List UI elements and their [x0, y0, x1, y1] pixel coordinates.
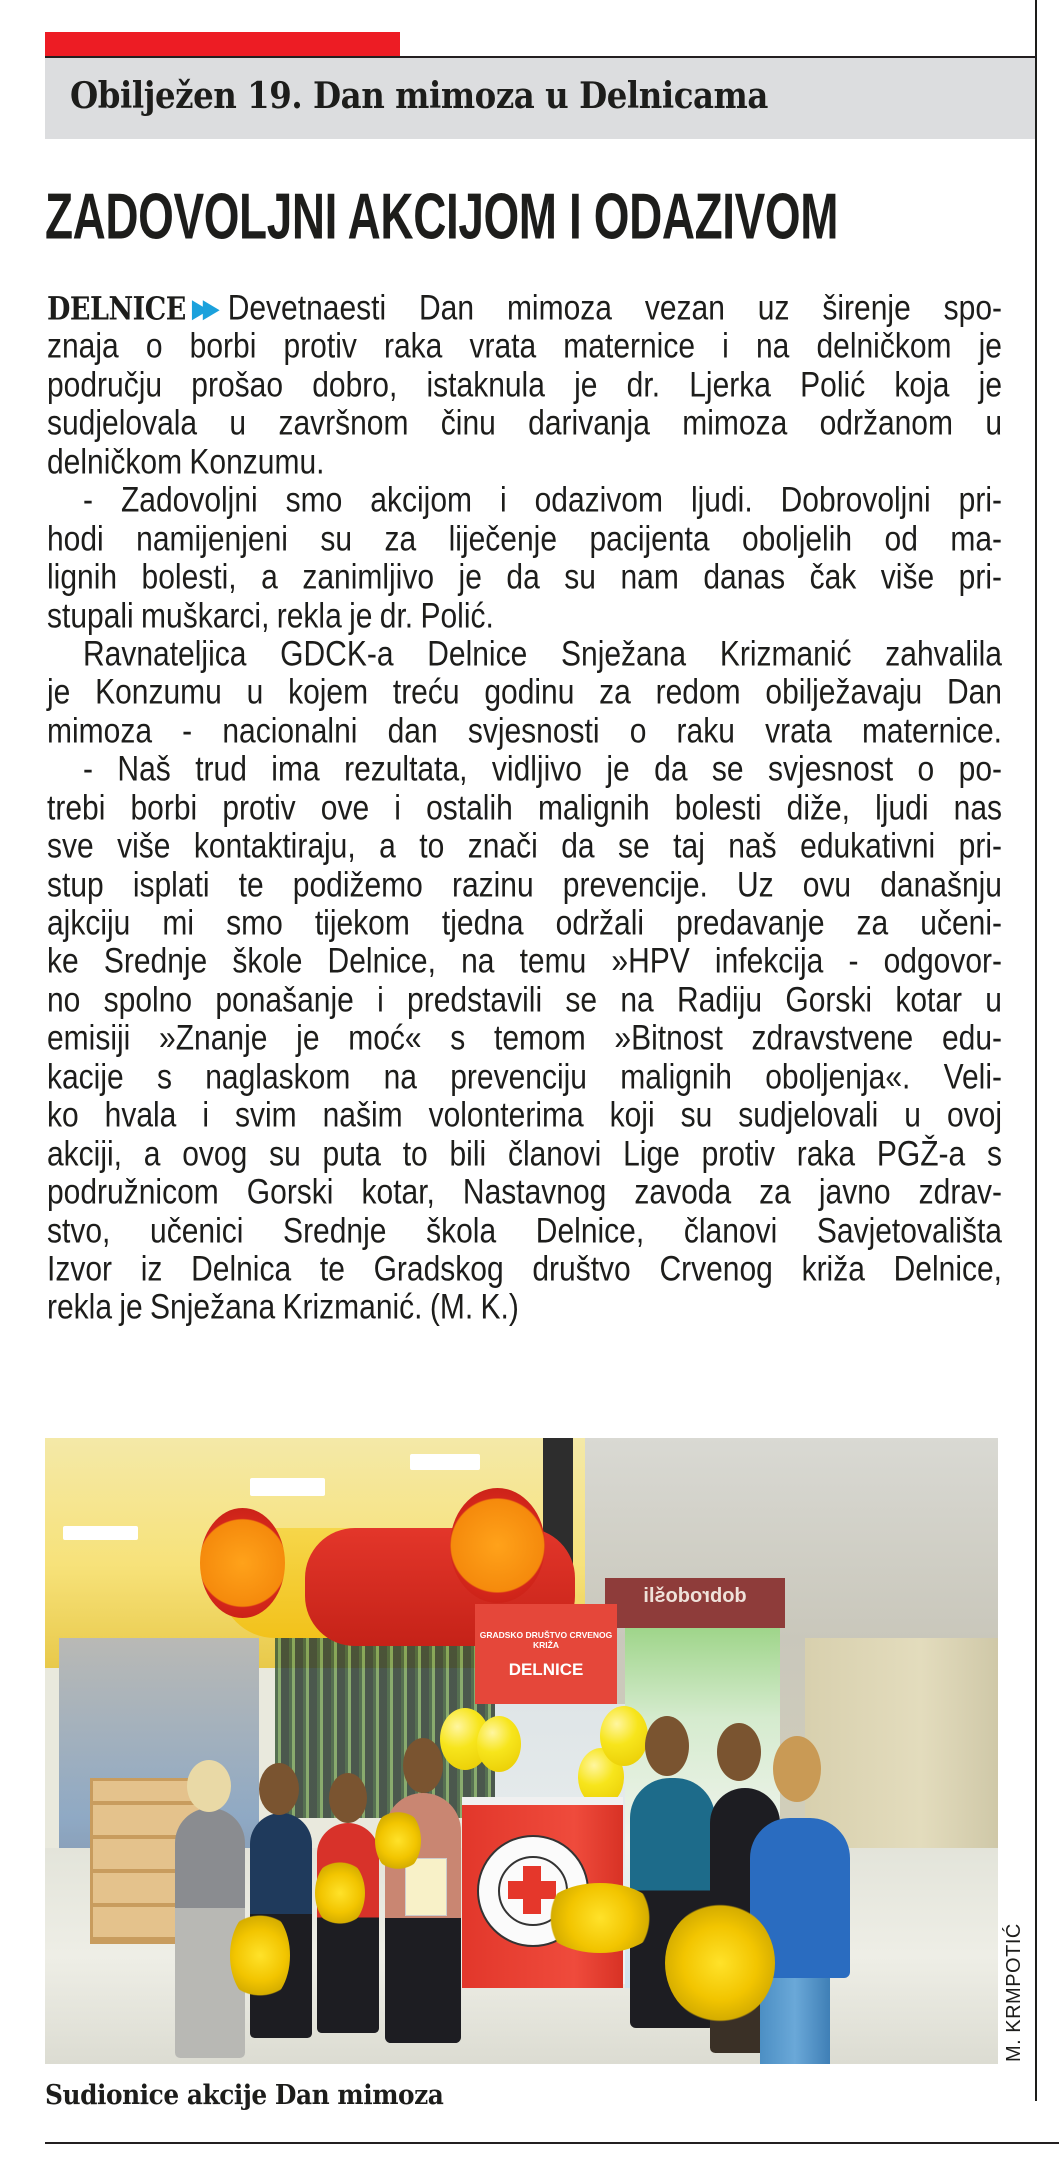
photo-person-head — [645, 1716, 689, 1776]
article-kicker: Obilježen 19. Dan mimoza u Delnicama — [70, 75, 768, 117]
article-body — [47, 290, 1002, 1328]
photo-caption: Sudionice akcije Dan mimoza — [45, 2080, 444, 2111]
body-line: - Naš trud ima rezultata, vidljivo je da se svjesnost o po- — [83, 750, 1002, 790]
body-line: sve više kontaktiraju, a to znači da se taj naš edukativni pri- — [47, 827, 1002, 866]
body-line: lignih bolesti, a zanimljivo je da su nam danas čak više pri- — [47, 557, 1002, 597]
body-line: DELNICE ▶▶ Devetnaesti Dan mimoza vezan uz širenje spo- — [47, 287, 1002, 332]
body-line: znaja o borbi protiv raka vrata maternice i na delničkom je — [47, 327, 1002, 367]
photo-welcome-sign: dobrodošli — [605, 1578, 785, 1628]
body-line: podružnicom Gorski kotar, Nastavnog zavoda za javno zdrav- — [47, 1172, 1002, 1212]
photo-person-head — [187, 1760, 231, 1812]
photo-person-head — [259, 1763, 299, 1815]
body-line: mimoza - nacionalni dan svjesnosti o raku vrata maternice. — [47, 711, 1002, 751]
body-line: stup isplati te podižemo razinu prevencije. Uz ovu današnju — [47, 865, 1002, 905]
body-line: rekla je Snježana Krizmanić. (M. K.) — [47, 1288, 519, 1328]
body-line: hodi namijenjeni su za liječenje pacijenta oboljelih od ma- — [47, 519, 1002, 559]
body-line: ajkciju mi smo tijekom tjedna održali predavanje za učeni- — [47, 903, 1002, 943]
photo-person-head — [329, 1773, 367, 1823]
photo-mimosa-bouquet — [315, 1858, 365, 1928]
article-headline: ZADOVOLJNI AKCIJOM I ODAZIVOM — [45, 181, 839, 253]
body-line: - Zadovoljni smo akcijom i odazivom ljudi. Dobrovoljni pri- — [83, 481, 1002, 521]
body-line: akciji, a ovog su puta to bili članovi Lige protiv raka PGŽ-a s — [47, 1134, 1002, 1174]
red-cross-icon — [508, 1881, 556, 1899]
body-line: emisiji »Znanje je moć« s temom »Bitnost zdravstvene edu- — [47, 1019, 1002, 1059]
body-line: stvo, učenici Srednje škola Delnice, članovi Savjetovališta — [47, 1211, 1002, 1251]
photo-tube-opening — [200, 1508, 285, 1618]
double-arrow-right-icon: ▶▶ — [191, 293, 214, 324]
photo-ceiling-light — [410, 1454, 480, 1470]
article-photo — [45, 1438, 998, 2064]
photo-credit: M. KRMPOTIĆ — [1003, 1923, 1025, 2062]
photo-red-cross-sign: GRADSKO DRUŠTVO CRVENOG KRIŽA DELNICE — [475, 1604, 617, 1704]
body-line: sudjelovala u završnom činu darivanja mimoza održanom u — [47, 404, 1002, 444]
body-line: je Konzumu u kojem treću godinu za redom obilježavaju Dan — [47, 673, 1002, 713]
body-line: trebi borbi protiv ove i ostalih malignih bolesti diže, ljudi nas — [47, 788, 1002, 828]
photo-person-head — [773, 1736, 821, 1802]
photo-person — [317, 1823, 379, 2033]
photo-balloon — [600, 1706, 648, 1766]
body-line: stupali muškarci, rekla je dr. Polić. — [47, 596, 494, 636]
photo-person-head — [403, 1738, 443, 1793]
photo-ceiling-light — [250, 1478, 325, 1496]
bottom-rule — [45, 2142, 1059, 2144]
photo-person-head — [717, 1723, 761, 1781]
photo-mimosa-bouquet — [665, 1903, 775, 2023]
photo-person-jeans — [760, 1978, 830, 2064]
body-line: no spolno ponašanje i predstavili se na Radiju Gorski kotar u — [47, 980, 1002, 1020]
photo-balloon — [477, 1716, 521, 1772]
dateline: DELNICE — [47, 291, 186, 328]
body-line: ko hvala i svim našim volonterima koji su sudjelovali u ovoj — [47, 1096, 1002, 1136]
body-line: kacije s naglaskom na prevenciju malignih oboljenja«. Veli- — [47, 1057, 1002, 1097]
body-line: području prošao dobro, istaknula je dr. Ljerka Polić koja je — [47, 365, 1002, 405]
body-line: Ravnateljica GDCK-a Delnice Snježana Krizmanić zahvalila — [83, 634, 1002, 674]
photo-mimosa-basket — [540, 1883, 660, 1953]
photo-mimosa-bouquet — [230, 1908, 290, 2003]
column-rule-vertical — [1035, 0, 1037, 2101]
body-line: delničkom Konzumu. — [47, 442, 325, 482]
photo-tube-opening — [450, 1488, 545, 1603]
section-accent-bar — [45, 32, 400, 56]
photo-ceiling-light — [63, 1526, 138, 1540]
body-line: Izvor iz Delnica te Gradskog društvo Crvenog križa Delnice, — [47, 1249, 1002, 1289]
photo-mimosa-bouquet — [375, 1808, 421, 1873]
body-line: ke Srednje škole Delnice, na temu »HPV infekcija - odgovor- — [47, 942, 1002, 982]
